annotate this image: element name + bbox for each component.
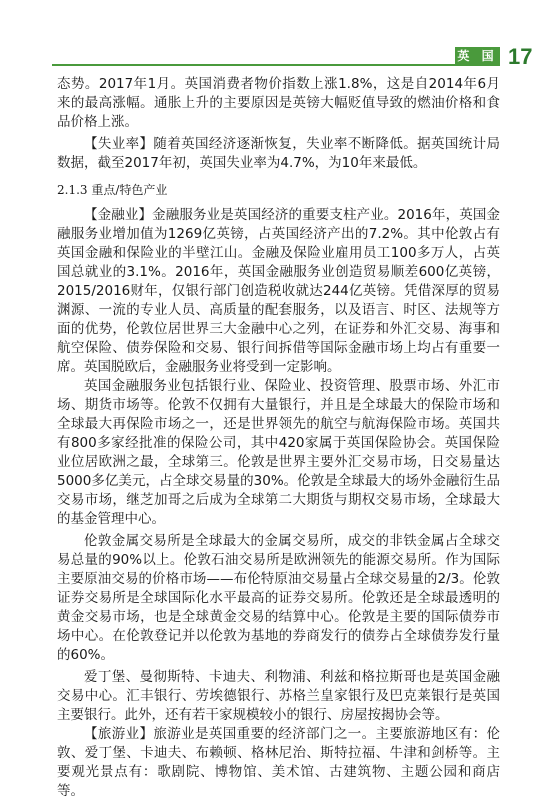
tourism-tag: 【旅游业】 bbox=[84, 726, 154, 742]
tourism-paragraph bbox=[57, 725, 500, 801]
page-number: 17 bbox=[508, 44, 533, 69]
unemployment-paragraph bbox=[57, 135, 500, 173]
header-rule bbox=[52, 64, 500, 66]
unemployment-text: 随着英国经济逐渐恢复，失业率不断降低。据英国统计局数据，截至2017年初，英国失业率为4.7%，为10年来最低。 bbox=[57, 136, 501, 171]
intro-paragraph: 态势。2017年1月。英国消费者物价指数上涨1.8%，这是自2014年6月来的最高涨幅。通胀上升的主要原因是英镑大幅贬值导致的燃油价格和食品价格上涨。 bbox=[57, 76, 500, 130]
finance-paragraph-3: 伦敦金属交易所是全球最大的金属交易所，成交的非铁金属占全球交易总量的90%以上。伦敦石油交易所是欧洲领先的能源交易所。作为国际主要原油交易的价格市场——布伦特原油交易量占全球交易量的2/3。伦敦证券交易所是全球国际化水平最高的证券交易所。伦敦还是全球最透明的黄金交易市场，也是全球黄金交易的结算中心。伦敦是主要的国际债券市场中心。在伦敦登记并以伦敦为基地的券商发行的债券占全球债券发行量的60%。 bbox=[57, 533, 500, 663]
finance-text-1: 金融服务业是英国经济的重要支柱产业。2016年，英国金融服务业增加值为1269亿英镑，占英国经济产出的7.2%。其中伦敦占有英国金融和保险业的半壁江山。金融及保险业雇用员工100多万人，占英国总就业的3.1%。2016年，英国金融服务业创造贸易顺差600亿英镑，2015/2016财年，仅银行部门创造税收就达244亿英镑。凭借深厚的贸易渊源、一流的专业人员、高质量的配套服务，以及语言、时区、法规等方面的优势，伦敦位居世界三大金融中心之列，在证券和外汇交易、海事和航空保险、债券保险和交易、银行间拆借等国际金融市场上均占有重要一席。英国脱欧后，金融服务业将受到一定影响。 bbox=[57, 207, 501, 375]
page-body bbox=[57, 75, 500, 801]
unemployment-tag: 【失业率】 bbox=[84, 136, 154, 152]
tourism-text: 旅游业是英国重要的经济部门之一。主要旅游地区有：伦敦、爱丁堡、卡迪夫、布赖顿、格林尼治、斯特拉福、牛津和剑桥等。主要观光景点有：歌剧院、博物馆、美术馆、古建筑物、主题公园和商店等。 bbox=[57, 726, 501, 799]
finance-tag: 【金融业】 bbox=[84, 207, 153, 223]
section-title: 2.1.3 重点/特色产业 bbox=[57, 183, 168, 197]
finance-paragraph-4: 爱丁堡、曼彻斯特、卡迪夫、利物浦、利兹和格拉斯哥也是英国金融交易中心。汇丰银行、劳埃德银行、苏格兰皇家银行及巴克莱银行是英国主要银行。此外，还有若干家规模较小的银行、房屋按揭协会等。 bbox=[57, 669, 500, 723]
finance-paragraph-1 bbox=[57, 206, 500, 377]
section-tab: 英 国 bbox=[455, 47, 500, 65]
finance-paragraph-2: 英国金融服务业包括银行业、保险业、投资管理、股票市场、外汇市场、期货市场等。伦敦不仅拥有大量银行，并且是全球最大的保险市场和全球最大再保险市场之一，还是世界领先的航空与航海保险市场。英国共有800多家经批准的保险公司，其中420家属于英国保险协会。英国保险业位居欧洲之最，全球第三。伦敦是世界主要外汇交易市场，日交易量达5000多亿美元，占全球交易量的30%。伦敦是全球最大的场外金融衍生品交易市场，继芝加哥之后成为全球第二大期货与期权交易市场，全球最大的基金管理中心。 bbox=[57, 378, 500, 527]
